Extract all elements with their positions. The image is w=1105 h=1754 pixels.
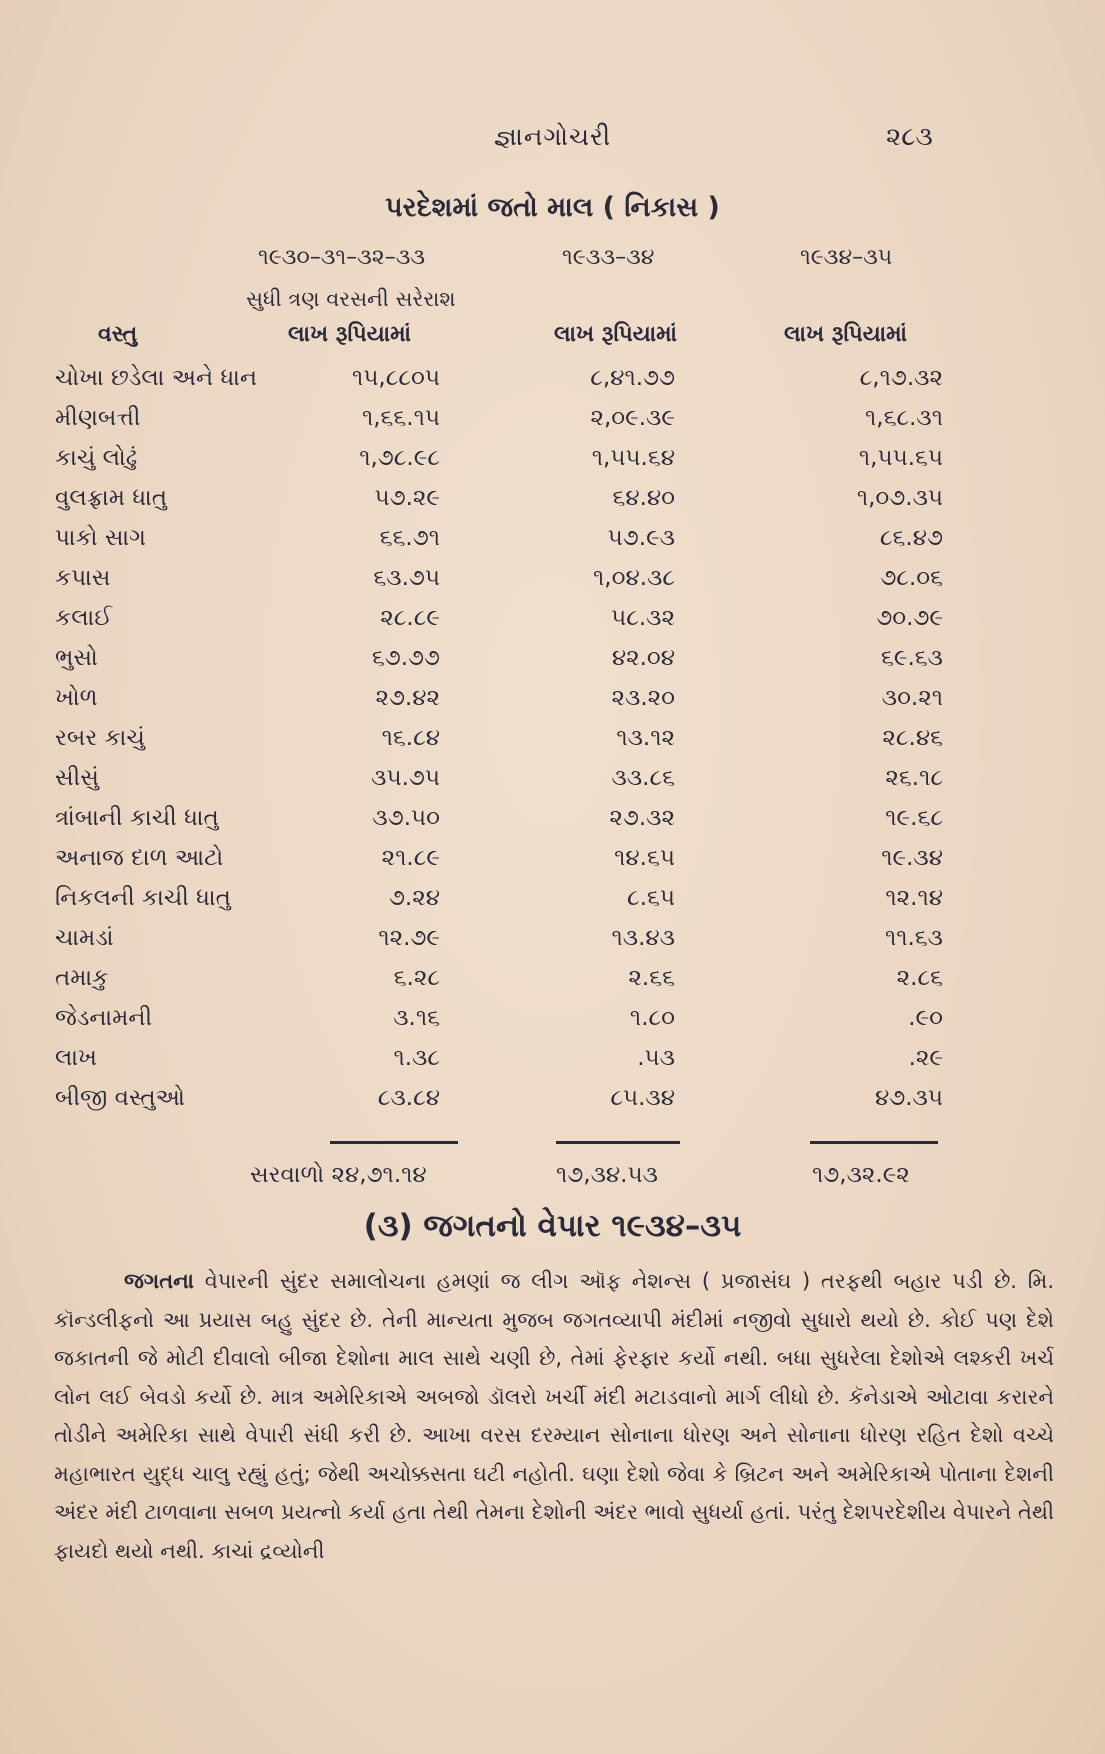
totals-a: ૨૪,૭૧.૧૪ (331, 1162, 427, 1188)
total-rule-b (556, 1141, 680, 1144)
row-value-b: .૫૩ (637, 1045, 675, 1071)
row-value-c: ૭૦.૭૯ (876, 605, 943, 631)
table-row (0, 845, 1105, 885)
row-value-c: ૧,૦૭.૩૫ (856, 485, 943, 511)
row-value-a: ૧૫,૮૮૦૫ (352, 365, 440, 391)
col-b-year: ૧૯૩૩–૩૪ (562, 245, 655, 270)
row-value-c: ૨૮.૪૬ (882, 725, 943, 751)
body-text: વેપારની સુંદર સમાલોચના હમણાં જ લીગ ઑફ નેશન્સ ( પ્રજાસંઘ ) તરફથી બહાર પડી છે. મિ. કૉન્ડલીફનો આ પ્રયાસ બહુ સુંદર છે. તેની માન્યતા મુજબ જગતવ્યાપી મંદીમાં નજીવો સુધારો થયો છે. કોઈ પણ દેશે જકાતની જે મોટી દીવાલો બીજા દેશોના માલ સાથે ચણી છે, તેમાં ફેરફાર કર્યો નથી. બધા સુધરેલા દેશોએ લશ્કરી ખર્ચ લોન લઈ બેવડો કર્યો છે. માત્ર અમેરિકાએ અબજો ડૉલરો ખર્ચી મંદી મટાડવાનો માર્ગ લીધો છે. કૅનેડાએ ઓટાવા કરારને તોડીને અમેરિકા સાથે વેપારી સંધી કરી છે. આખા વરસ દરમ્યાન સોનાના ધોરણ અને સોનાના ધોરણ રહિત દેશો વચ્ચે મહાભારત યુદ્ધ ચાલુ રહ્યું હતું; જેથી અચોક્કસતા ઘટી નહોતી. ઘણા દેશો જેવા કે બ્રિટન અને અમેરિકાએ પોતાના દેશની અંદર મંદી ટાળવાના સબળ પ્રયત્નો કર્યા હતા તેથી તેમના દેશોની અંદર ભાવો સુધર્યા હતાં. પરંતુ દેશપરદેશીય વેપારને તેથી ફાયદો થયો નથી. કાચાં દ્રવ્યોની (54, 1269, 1054, 1563)
row-value-b: ૮.૬૫ (627, 885, 675, 911)
row-item: કલાઈ (55, 605, 113, 631)
row-value-b: ૨૩.૨૦ (611, 685, 675, 711)
row-value-b: ૮,૪૧.૭૭ (590, 365, 675, 391)
row-value-c: ૧૯.૩૪ (881, 845, 943, 871)
row-value-a: ૭.૨૪ (388, 885, 440, 911)
table-row (0, 605, 1105, 645)
table-row (0, 725, 1105, 765)
running-title: જ્ઞાનગોચરી (493, 122, 612, 151)
row-value-c: ૧૨.૧૪ (885, 885, 943, 911)
table-row (0, 525, 1105, 565)
row-value-a: ૧૬.૮૪ (381, 725, 440, 751)
row-value-b: ૧,૦૪.૩૮ (593, 565, 675, 591)
table-row (0, 645, 1105, 685)
row-value-b: ૮૫.૩૪ (610, 1085, 675, 1111)
row-value-c: ૧૧.૬૩ (884, 925, 943, 951)
row-item: મીણબત્તી (55, 405, 141, 431)
row-item: સીસું (55, 765, 99, 791)
row-value-c: ૬૯.૬૩ (880, 645, 943, 671)
unit-a-header: લાખ રૂપિયામાં (288, 322, 412, 347)
row-item: અનાજ દાળ આટો (55, 845, 224, 871)
row-item: નિકલની કાચી ધાતુ (55, 885, 231, 911)
row-value-c: ૧,૬૮.૩૧ (864, 405, 943, 431)
row-value-a: ૩૭.૫૦ (372, 805, 440, 831)
row-value-b: ૨.૬૬ (628, 965, 675, 991)
row-item: તમાકુ (55, 965, 109, 991)
total-rule-a (330, 1141, 458, 1144)
totals-label-and-a (250, 1162, 427, 1188)
row-item: ખોળ (55, 685, 98, 711)
row-item: રબર કાચું (55, 725, 145, 751)
col-c-year: ૧૯૩૪–૩૫ (800, 245, 893, 270)
row-value-b: ૩૩.૮૬ (611, 765, 675, 791)
row-value-b: ૧૪.૬૫ (614, 845, 675, 871)
row-value-a: ૬૭.૭૭ (371, 645, 440, 671)
row-item: કાચું લોઢું (55, 445, 138, 471)
row-value-c: .૯૦ (908, 1005, 943, 1031)
table-row (0, 685, 1105, 725)
row-value-a: ૬.૨૮ (393, 965, 440, 991)
row-value-a: ૨૮.૮૯ (380, 605, 440, 631)
table-row (0, 485, 1105, 525)
table-row (0, 765, 1105, 805)
row-value-b: ૧૩.૧૨ (616, 725, 675, 751)
row-value-b: ૨,૦૯.૩૯ (590, 405, 675, 431)
table-row (0, 1005, 1105, 1045)
row-value-c: ૪૭.૩૫ (875, 1085, 943, 1111)
row-value-a: ૫૭.૨૯ (374, 485, 440, 511)
row-value-c: ૭૮.૦૬ (880, 565, 943, 591)
lead-word: જગતના (124, 1269, 194, 1293)
row-value-c: .૨૯ (908, 1045, 943, 1071)
row-value-c: ૮૬.૪૭ (879, 525, 943, 551)
row-value-c: ૨૬.૧૮ (885, 765, 943, 791)
totals-label: સરવાળો (250, 1162, 325, 1188)
table-row (0, 965, 1105, 1005)
row-value-b: ૧૩.૪૩ (611, 925, 675, 951)
item-header: વસ્તુ (98, 322, 138, 347)
row-value-c: ૮,૧૭.૩૨ (859, 365, 943, 391)
table-row (0, 365, 1105, 405)
totals-b: ૧૭,૩૪.૫૩ (556, 1162, 658, 1188)
row-item: ચોખા છડેલા અને ધાન (55, 365, 258, 391)
row-value-a: ૩.૧૬ (393, 1005, 440, 1031)
row-value-b: ૬૪.૪૦ (612, 485, 675, 511)
unit-c-header: લાખ રૂપિયામાં (784, 322, 908, 347)
page-number: ૨૮૩ (886, 122, 933, 152)
col-a-note: સુધી ત્રણ વરસની સરેરાશ (246, 287, 456, 311)
row-value-b: ૨૭.૩૨ (609, 805, 675, 831)
row-item: વુલફ્રામ ધાતુ (55, 485, 168, 511)
table-row (0, 405, 1105, 445)
table-row (0, 885, 1105, 925)
total-rule-c (810, 1141, 938, 1144)
export-table-rows (0, 365, 1105, 1125)
row-value-b: ૫૮.૩૨ (611, 605, 675, 631)
row-item: પાકો સાગ (55, 525, 146, 551)
row-value-a: ૬૩.૭૫ (373, 565, 440, 591)
row-value-b: ૧.૮૦ (629, 1005, 675, 1031)
row-item: જેડનામની (55, 1005, 153, 1031)
row-item: લાખ (55, 1045, 97, 1071)
table-title: પરદેશમાં જતો માલ ( નિકાસ ) (385, 192, 720, 223)
table-row (0, 565, 1105, 605)
row-value-c: ૩૦.૨૧ (881, 685, 943, 711)
row-value-a: ૧,૭૮.૯૮ (359, 445, 440, 471)
table-row (0, 925, 1105, 965)
row-value-a: ૧.૩૮ (393, 1045, 440, 1071)
row-value-c: ૧,૫૫.૬૫ (858, 445, 943, 471)
row-value-c: ૧૯.૬૮ (885, 805, 943, 831)
row-value-b: ૫૭.૯૩ (607, 525, 675, 551)
table-row (0, 1085, 1105, 1125)
row-value-a: ૨૭.૪૨ (375, 685, 440, 711)
row-value-b: ૪૨.૦૪ (611, 645, 675, 671)
col-a-year: ૧૯૩૦–૩૧–૩૨–૩૩ (258, 245, 426, 270)
row-item: બીજી વસ્તુઓ (55, 1085, 185, 1111)
row-item: ભુસો (55, 645, 98, 671)
section-heading: (૩) જગતનો વેપાર ૧૯૩૪–૩૫ (363, 1208, 742, 1244)
row-value-c: ૨.૮૬ (896, 965, 943, 991)
row-item: ચામડાં (55, 925, 114, 951)
unit-b-header: લાખ રૂપિયામાં (554, 322, 678, 347)
section-body (54, 1262, 1054, 1570)
row-value-a: ૨૧.૮૯ (381, 845, 440, 871)
table-row (0, 805, 1105, 845)
totals-c: ૧૭,૩૨.૯૨ (812, 1162, 910, 1188)
row-item: ત્રાંબાની કાચી ધાતુ (55, 805, 219, 831)
row-item: કપાસ (55, 565, 111, 591)
row-value-a: ૧,૬૬.૧૫ (361, 405, 440, 431)
row-value-a: ૮૩.૮૪ (377, 1085, 440, 1111)
row-value-a: ૬૬.૭૧ (379, 525, 440, 551)
table-row (0, 445, 1105, 485)
row-value-a: ૧૨.૭૯ (378, 925, 440, 951)
row-value-a: ૩૫.૭૫ (371, 765, 440, 791)
row-value-b: ૧,૫૫.૬૪ (591, 445, 675, 471)
table-row (0, 1045, 1105, 1085)
